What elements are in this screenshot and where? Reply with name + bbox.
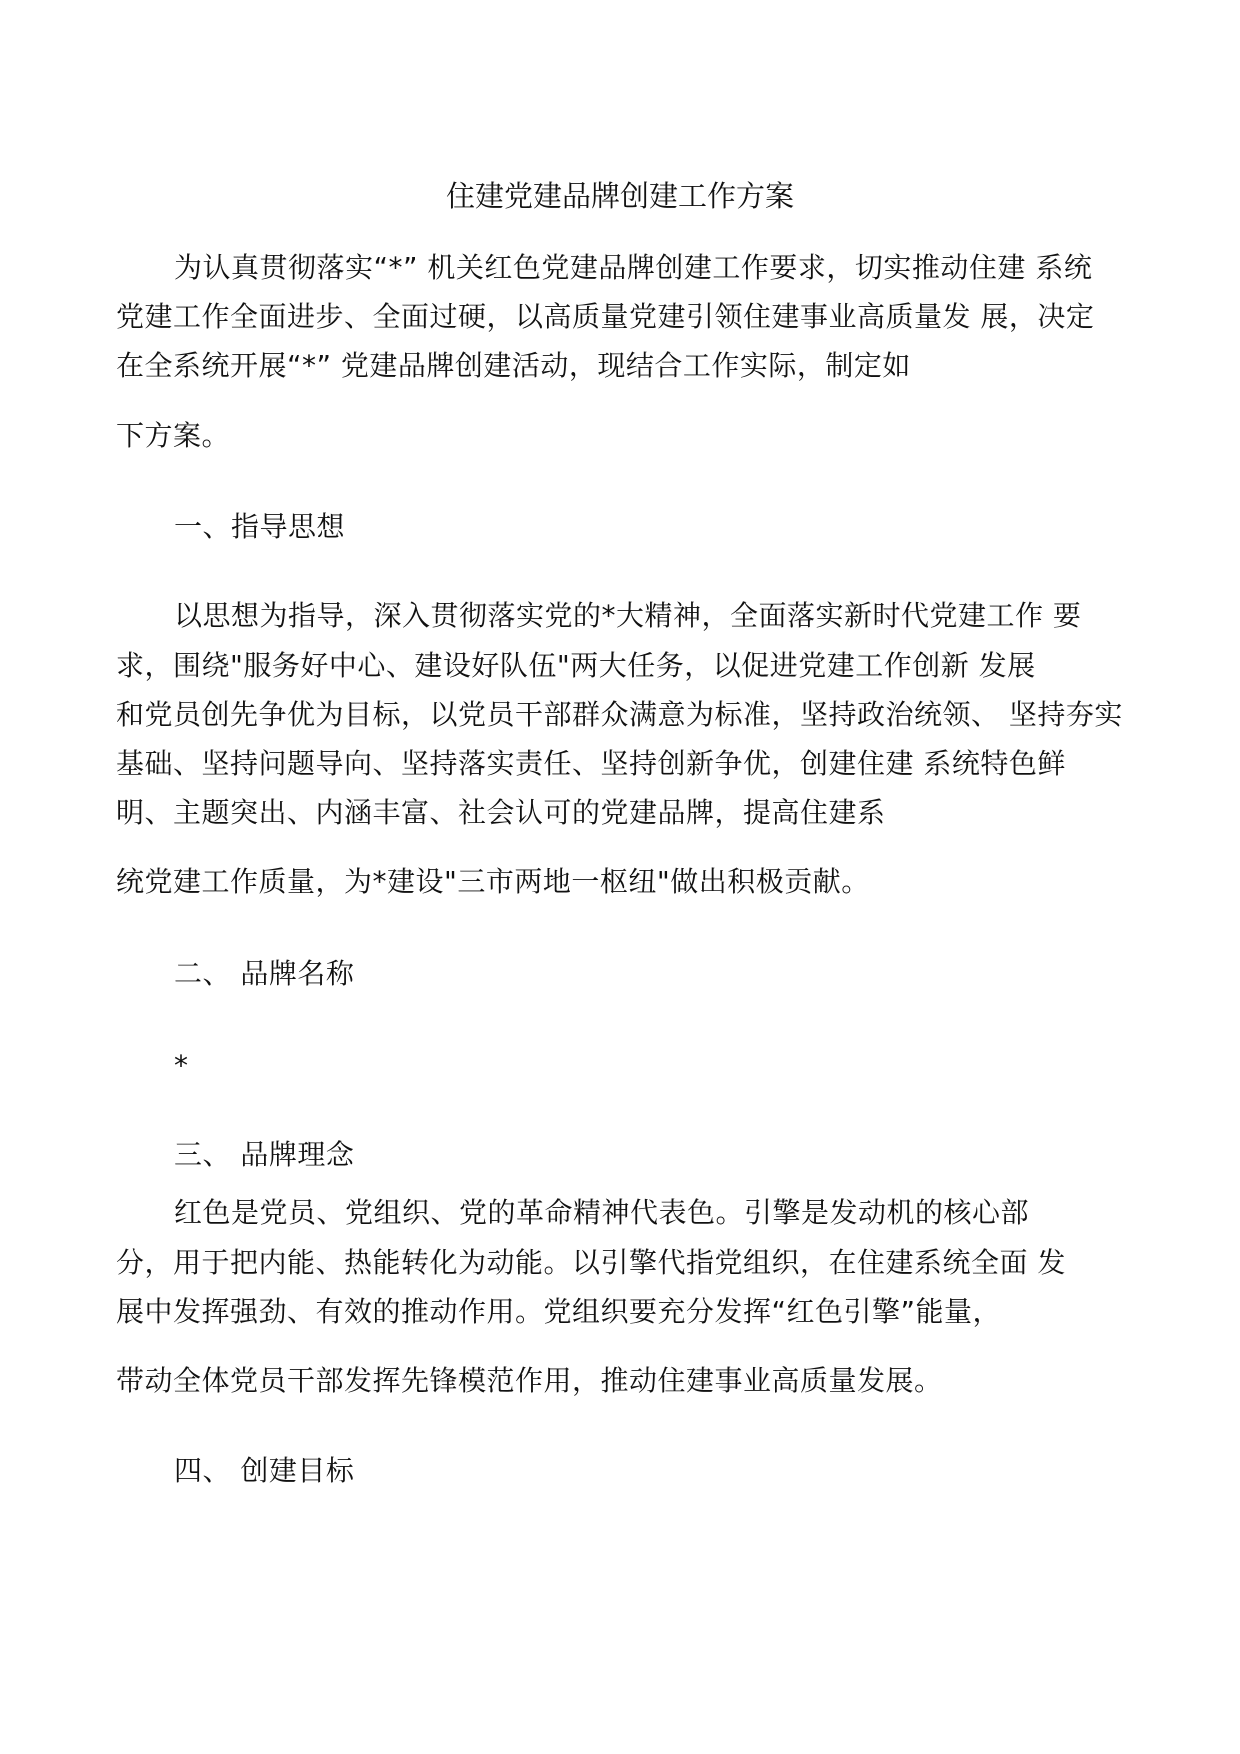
intro-line-3: 在全系统开展“*” 党建品牌创建活动，现结合工作实际，制定如 (116, 349, 911, 382)
section3-line-3: 展中发挥强劲、有效的推动作用。党组织要充分发挥“红色引擎”能量， (116, 1295, 1002, 1328)
intro-line-2: 党建工作全面进步、全面过硬，以高质量党建引领住建事业高质量发 展，决定 (116, 300, 1095, 333)
intro-line-4: 下方案。 (116, 419, 231, 452)
section3-heading: 三、 品牌理念 (174, 1138, 355, 1171)
section1-line-1: 以思想为指导，深入贯彻落实党的*大精神，全面落实新时代党建工作 要 (174, 599, 1082, 632)
section3-line-4: 带动全体党员干部发挥先锋模范作用，推动住建事业高质量发展。 (116, 1364, 943, 1397)
document-title: 住建党建品牌创建工作方案 (445, 179, 794, 213)
section1-line-5: 明、主题突出、内涵丰富、社会认可的党建品牌，提高住建系 (116, 796, 886, 829)
section1-line-3: 和党员创先争优为目标，以党员干部群众满意为标准，坚持政治统领、 坚持夯实 (116, 698, 1123, 731)
section4-heading: 四、 创建目标 (174, 1454, 355, 1487)
section1-line-4: 基础、坚持问题导向、坚持落实责任、坚持创新争优，创建住建 系统特色鲜 (116, 747, 1066, 780)
section3-line-2: 分，用于把内能、热能转化为动能。以引擎代指党组织，在住建系统全面 发 (116, 1246, 1066, 1279)
section1-heading: 一、指导思想 (174, 510, 346, 543)
intro-line-1: 为认真贯彻落实“*” 机关红色党建品牌创建工作要求，切实推动住建 系统 (174, 251, 1093, 284)
section2-line-1: * (174, 1049, 189, 1082)
section2-heading: 二、 品牌名称 (174, 957, 355, 990)
section3-line-1: 红色是党员、党组织、党的革命精神代表色。引擎是发动机的核心部 (174, 1196, 1030, 1229)
section1-line-6: 统党建工作质量，为*建设"三市两地一枢纽"做出积极贡献。 (116, 865, 870, 898)
section1-line-2: 求，围绕"服务好中心、建设好队伍"两大任务，以促进党建工作创新 发展 (116, 649, 1036, 682)
